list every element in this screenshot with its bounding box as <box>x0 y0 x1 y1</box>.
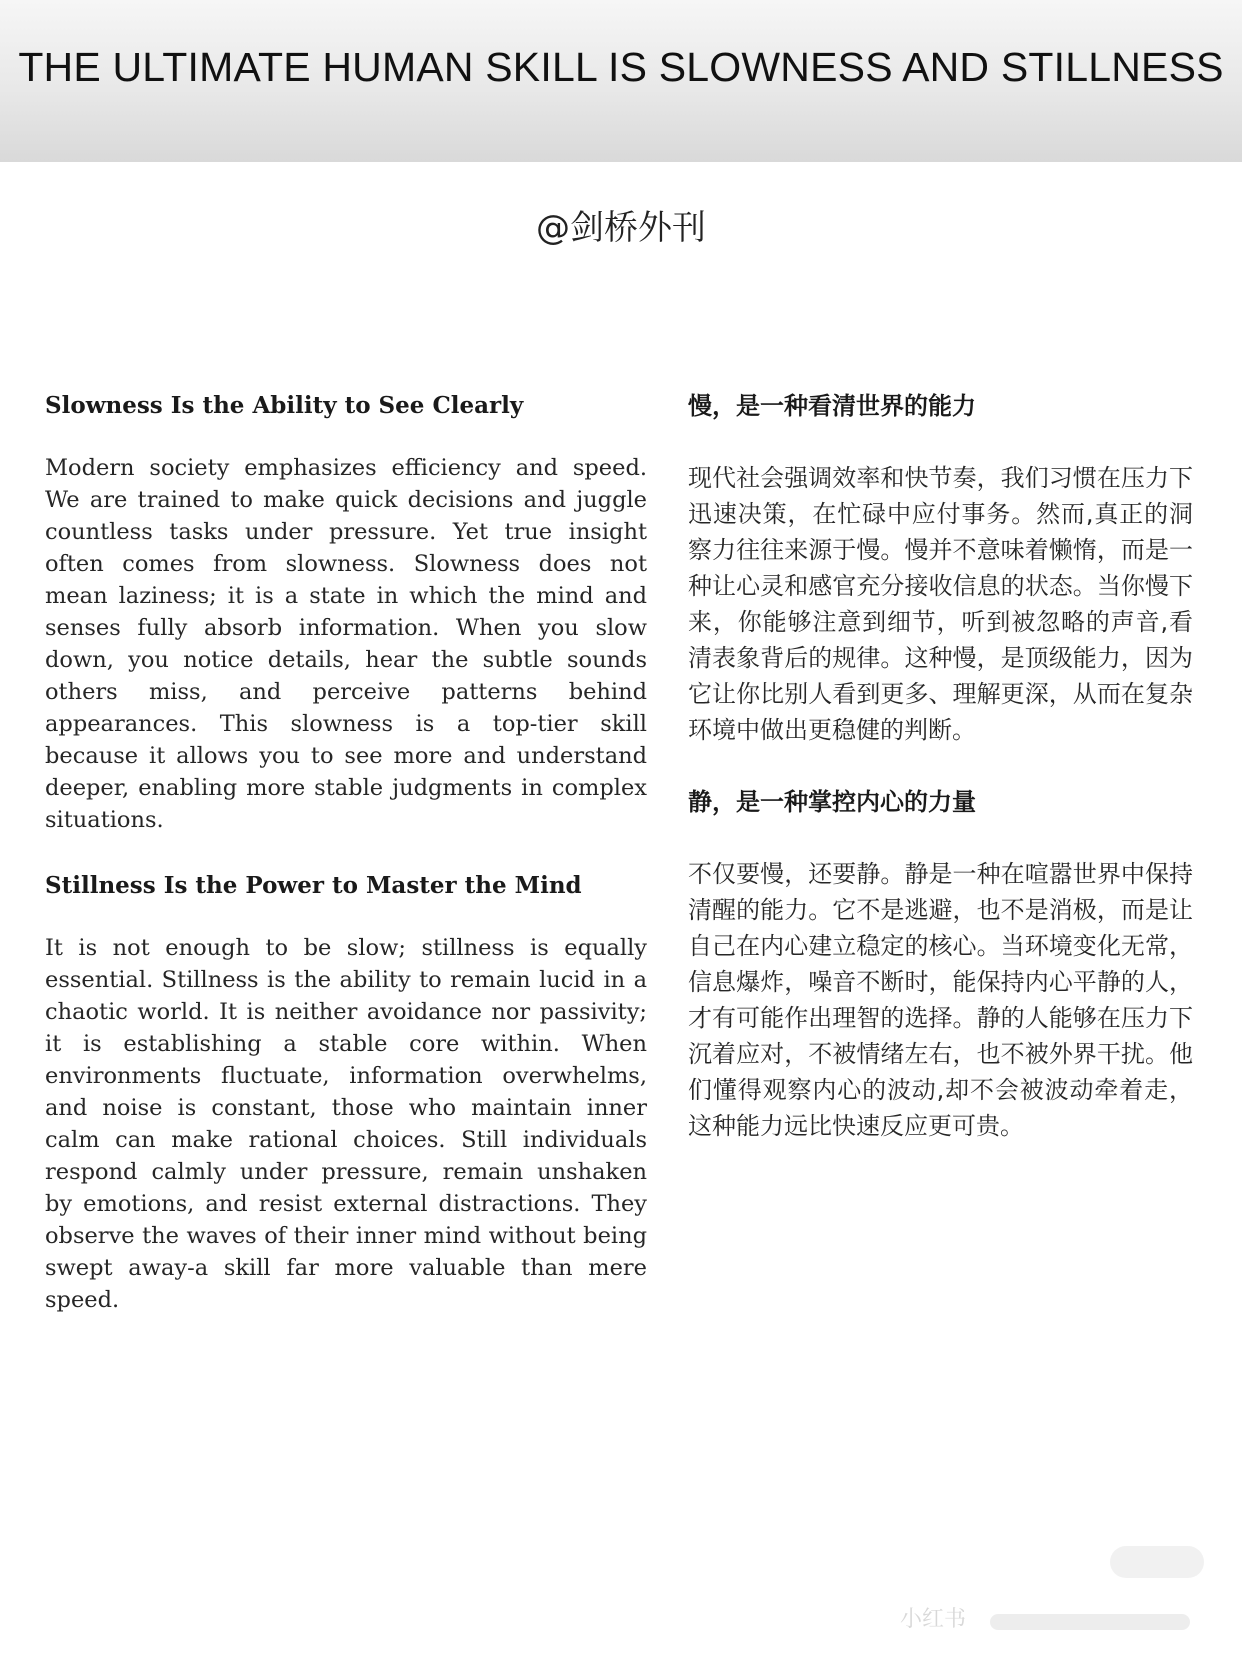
chinese-heading-stillness: 静，是一种掌控内心的力量 <box>688 788 976 816</box>
watermark-id-bar <box>990 1614 1190 1630</box>
chinese-column <box>688 388 1193 1144</box>
english-heading-stillness: Stillness Is the Power to Master the Mind <box>45 872 582 899</box>
page-title: THE ULTIMATE HUMAN SKILL IS SLOWNESS AND STILLNESS <box>18 44 1224 90</box>
xiaohongshu-watermark <box>900 1602 1220 1642</box>
watermark-text: 小红书 <box>900 1607 967 1632</box>
chinese-paragraph-stillness: 不仅要慢，还要静。静是一种在喧嚣世界中保持清醒的能力。它不是逃避，也不是消极，而是让自己在内心建立稳定的核心。当环境变化无常，信息爆炸，噪音不断时，能保持内心平静的人，才有可能作出理智的选择。静的人能够在压力下沉着应对，不被情绪左右，也不被外界干扰。他们懂得观察内心的波动,却不会被波动牵着走，这种能力远比快速反应更可贵。 <box>688 860 1193 1140</box>
chinese-paragraph-slowness: 现代社会强调效率和快节奏，我们习惯在压力下迅速决策，在忙碌中应付事务。然而,真正的洞察力往往来源于慢。慢并不意味着懒惰，而是一种让心灵和感官充分接收信息的状态。当你慢下来，你能够注意到细节，听到被忽略的声音,看清表象背后的规律。这种慢，是顶级能力，因为它让你比别人看到更多、理解更深，从而在复杂环境中做出更稳健的判断。 <box>688 464 1193 744</box>
chinese-heading-slowness: 慢，是一种看清世界的能力 <box>688 392 976 420</box>
author-handle: @剑桥外刊 <box>536 208 706 248</box>
watermark-badge <box>1110 1546 1204 1578</box>
english-paragraph-stillness: It is not enough to be slow; stillness is equally essential. Stillness is the ability to remain lucid in a chaotic world. It is neither avoidance nor passivity; it is establishing a stable core within. When environments fluctuate, information overwhelms, and noise is constant, those who maintain inner calm can make rational choices. Still individuals respond calmly under pressure, remain unshaken by emotions, and resist external distractions. They observe the waves of their inner mind without being swept away-a skill far more valuable than mere speed. <box>45 935 647 1313</box>
title-banner <box>0 0 1242 162</box>
english-column <box>45 388 647 1316</box>
english-paragraph-slowness: Modern society emphasizes efficiency and speed. We are trained to make quick decisions and juggle countless tasks under pressure. Yet true insight often comes from slowness. Slowness does not mean laziness; it is a state in which the mind and senses fully absorb information. When you slow down, you notice details, hear the subtle sounds others miss, and perceive patterns behind appearances. This slowness is a top-tier skill because it allows you to see more and understand deeper, enabling more stable judgments in complex situations. <box>45 455 647 833</box>
english-heading-slowness: Slowness Is the Ability to See Clearly <box>45 392 524 419</box>
